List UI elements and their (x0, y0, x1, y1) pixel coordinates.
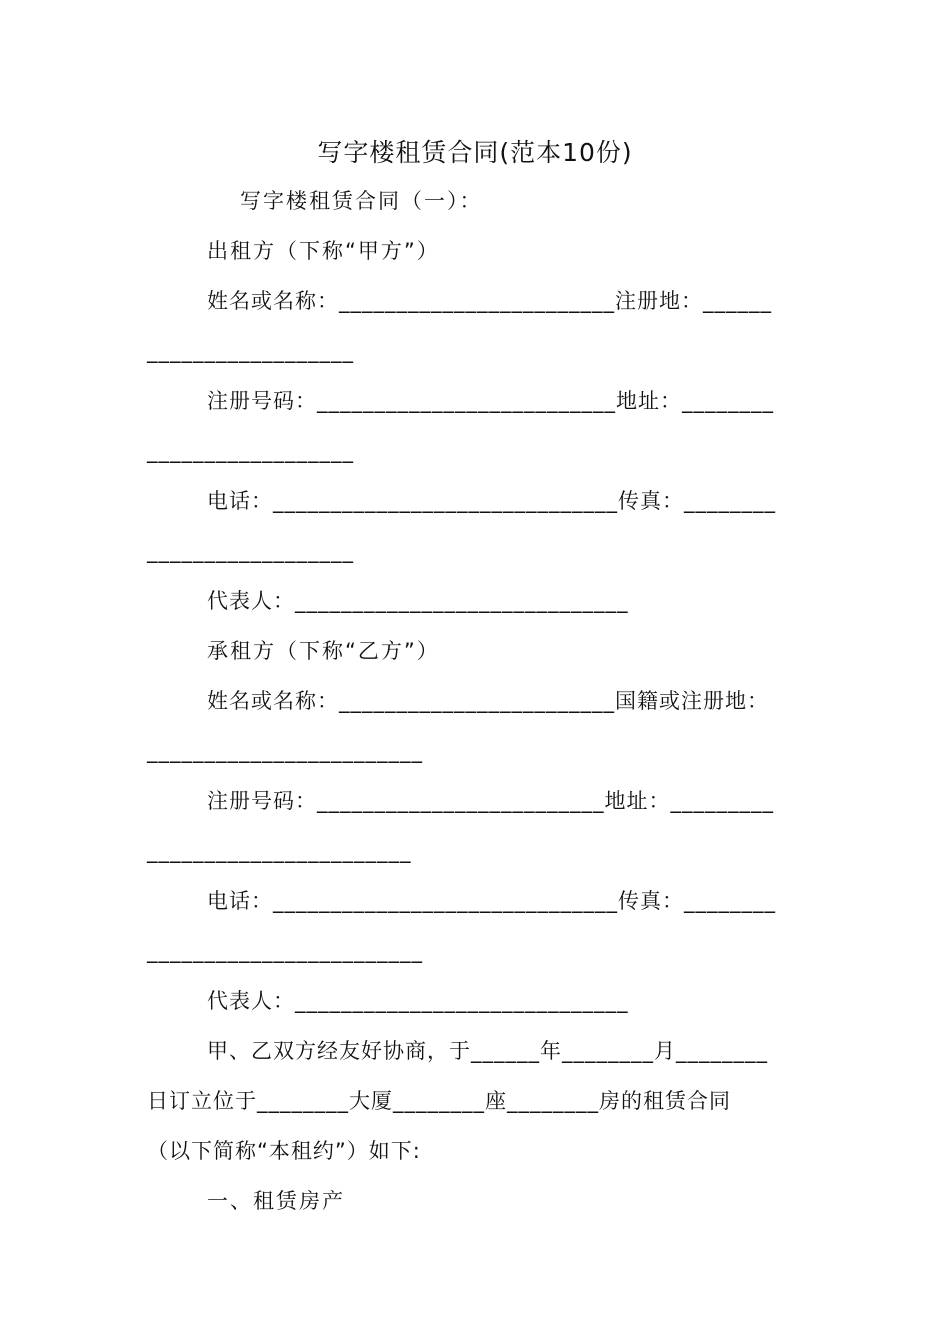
lessor-phone-line-cont: __________________ (147, 539, 354, 563)
lessee-name-line-cont: ________________________ (147, 739, 423, 763)
contract-subtitle: 写字楼租赁合同（一）： (240, 189, 483, 213)
lessee-reg-no-line: 注册号码：_________________________地址：_________ (207, 789, 774, 813)
document-title: 写字楼租赁合同(范本10份) (317, 138, 633, 167)
lessee-reg-no-line-cont: _______________________ (147, 839, 412, 863)
lessee-phone-line: 电话：______________________________传真：________ (207, 889, 776, 913)
lessor-name-line: 姓名或名称：________________________注册地：______ (207, 289, 772, 313)
lessee-phone-line-cont: ________________________ (147, 939, 423, 963)
lessor-reg-no-line: 注册号码：__________________________地址：________ (207, 389, 774, 413)
lessor-phone-line: 电话：______________________________传真：________ (207, 489, 776, 513)
lessor-heading: 出租方（下称“甲方”） (207, 239, 440, 263)
agreement-line-3: （以下简称“本租约”）如下: (147, 1139, 421, 1163)
agreement-line-1: 甲、乙双方经友好协商，于______年________月________ (207, 1039, 768, 1063)
lessee-rep-line: 代表人：_____________________________ (207, 989, 629, 1013)
agreement-line-2: 日订立位于________大厦________座________房的租赁合同 (147, 1089, 731, 1113)
lessor-rep-line: 代表人：_____________________________ (207, 589, 629, 613)
section-1-heading: 一、租赁房产 (207, 1189, 345, 1213)
lessee-heading: 承租方（下称“乙方”） (207, 639, 440, 663)
lessor-reg-no-line-cont: __________________ (147, 439, 354, 463)
lessee-name-line: 姓名或名称：________________________国籍或注册地： (207, 689, 769, 713)
lessor-name-line-cont: __________________ (147, 339, 354, 363)
